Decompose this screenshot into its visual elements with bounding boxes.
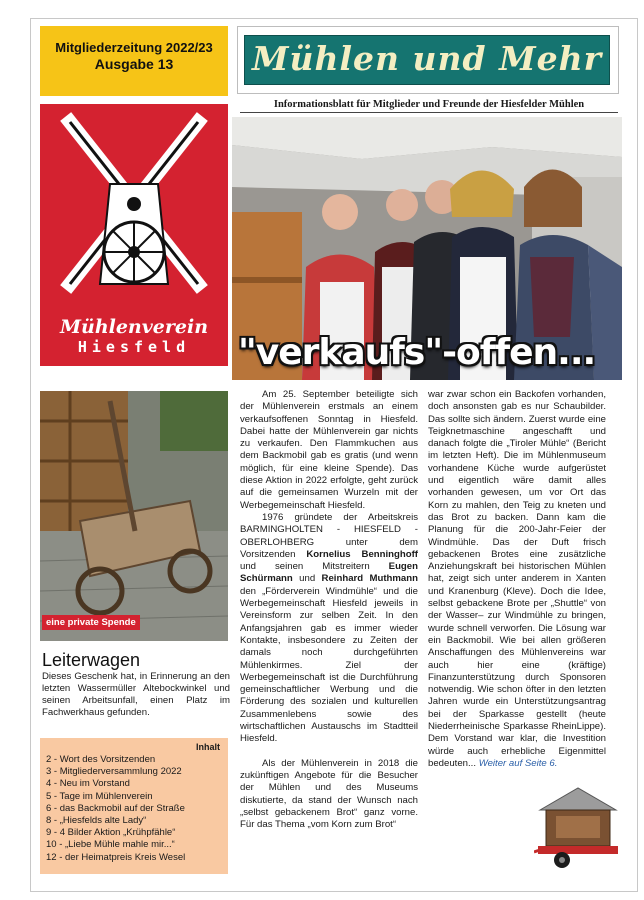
toc-item[interactable]: 9 - 4 Bilder Aktion „Krühpfähle“ (46, 827, 176, 839)
club-logo (40, 104, 228, 366)
article-text: und seinen Mitstreitern (240, 561, 389, 573)
article-paragraph (428, 389, 606, 770)
toc-item[interactable]: 4 - Neu im Vorstand (46, 778, 130, 790)
cart-illustration (40, 391, 228, 641)
backmobil-photo (534, 782, 622, 874)
toc-item[interactable]: 10 - „Liebe Mühle mahle mir...“ (46, 839, 175, 851)
person-name: Eugen Schürmann (240, 561, 418, 585)
cart-photo-label: eine private Spende (42, 615, 140, 630)
toc-item[interactable]: 2 - Wort des Vorsitzenden (46, 754, 156, 765)
person-name: Kornelius Benninghoff (306, 548, 418, 560)
toc-item[interactable]: 5 - Tage im Mühlenverein (46, 790, 153, 802)
article-column-2 (428, 389, 606, 770)
logo-place: Hiesfeld (77, 338, 191, 356)
toc-title: Inhalt (196, 742, 220, 752)
article-paragraph: Am 25. September beteiligte sich der Mühlenverein erstmals an einem verkaufsoffenen Sonntag in Hiesfeld. Dabei hatte der Mühlenverein gar nichts zu verkaufen. Den Flammkuchen aus dem Backmobil gab es gratis (und wenn möglich, für eine kleine Spende). Das diese Aktion in 2022 erfolgte, geht zurück auf die gemeinsamen Wurzeln mit der Werbegemeinschaft Hiesfeld. (240, 389, 418, 511)
article-text: 1976 gründete der Arbeitskreis BARMINGHOLTEN - HIESFELD - OBERLOHBERG unter dem Vorsitzenden (240, 511, 418, 560)
masthead-bar (244, 35, 610, 85)
issue-box (40, 26, 228, 96)
masthead-subtitle: Informationsblatt für Mitglieder und Freunde der Hiesfelder Mühlen (240, 99, 618, 113)
article-column-1 (240, 389, 418, 831)
toc-item[interactable]: 6 - das Backmobil auf der Straße (46, 802, 185, 814)
continue-link[interactable]: Weiter auf Seite 6. (478, 757, 558, 769)
toc-list (46, 754, 185, 864)
cart-heading: Leiterwagen (42, 650, 141, 670)
windmill-icon (40, 104, 228, 314)
headline: "verkaufs"-offen... (238, 332, 596, 373)
article-paragraph: Als der Mühlenverein in 2018 die zukünftigen Angebote für die Besucher der Mühlen und des Museums diskutierte, da stand der Wunsch nach „selbst gebackenem Brot“ ganz vorne. Für das Thema „vom Korn zum Brot“ (240, 757, 418, 831)
masthead (237, 26, 619, 94)
cart-photo (40, 391, 228, 641)
masthead-title: Mühlen und Mehr (252, 39, 602, 78)
person-name: Reinhard Muthmann (321, 573, 418, 585)
article-text: den „Förderverein Windmühle“ und die Werbegemeinschaft Hiesfeld jeweils in Vereinsform zur selben Zeit. In den Anfangsjahren gab es immer wieder Kontakte, insbesondere zu Zeiten der damals noch durchgeführten Mühlenkirmes. Ziel der Werbegemeinschaft ist die Durchführung gemeinschaftlicher Werbung und die Förderung des sozialen und kulturellen Zusammenlebens sowie des wirtschaftlichen Austauschs im Stadtteil Hiesfeld. (240, 585, 418, 745)
article-text: und (292, 573, 322, 585)
toc-item[interactable]: 3 - Mitgliederversammlung 2022 (46, 766, 182, 778)
toc-item[interactable]: 12 - der Heimatpreis Kreis Wesel (46, 851, 186, 863)
toc-item[interactable]: 8 - „Hiesfelds alte Lady“ (46, 815, 147, 827)
table-of-contents (40, 738, 228, 874)
article-paragraph (240, 512, 418, 746)
logo-name: Mühlenverein (59, 316, 209, 338)
backmobil-illustration (534, 782, 622, 874)
issue-number: Ausgabe 13 (94, 56, 174, 72)
cart-description: Dieses Geschenk hat, in Erinnerung an den letzten Wassermüller Altebockwinkel und seinen Arbeitsunfall, einen Platz im Fachwerkhaus gefunden. (42, 671, 230, 718)
article-text: war zwar schon ein Backofen vorhanden, doch ansonsten gab es nur Schaubilder. Das sollte sich ändern. Zuerst wurde eine Teigknetmaschine angeschafft und danach folgte die „Tiroler Mühle“ (Bericht im letzten Heft). Die im Mühlenmuseum vorhandene Küche wurde aufgerüstet und eigentlich wäre damit alles vorhanden gewesen, um vor Ort das Korn zu mahlen, den Teig zu kneten und das Brot zu backen. Dann kam die Planung für die 200-Jahr-Feier der Windmühle. Das der Duft frisch gebackenen Brotes eine zusätzliche Anziehungskraft bei historischen Mühlen hat, zeigt sich unter anderem in Xanten und Kranenburg (Kleve). Doch die Idee, selbst gebackene Brote per „Shuttle“ von der Wasser– zur Windmühle zu bringen, wurde schnell verworfen. Die Lösung war ein Backmobil. Wie bei allen größeren Anschaffungen des Mühlenvereins war auch hier eine (kräftige) Finanzunterstützung durch Sponsoren notwendig. Wie schon öfter in den letzten Jahren wurde ein Unterstützungsantrag bei der Sparkasse gestellt (heute Niederrheinische Sparkasse RheinLippe). Dem Vorstand war klar, die Investition würde auch erhebliche Eigenmittel bedeuten... (428, 389, 606, 769)
issue-year: Mitgliederzeitung 2022/23 (55, 40, 213, 55)
